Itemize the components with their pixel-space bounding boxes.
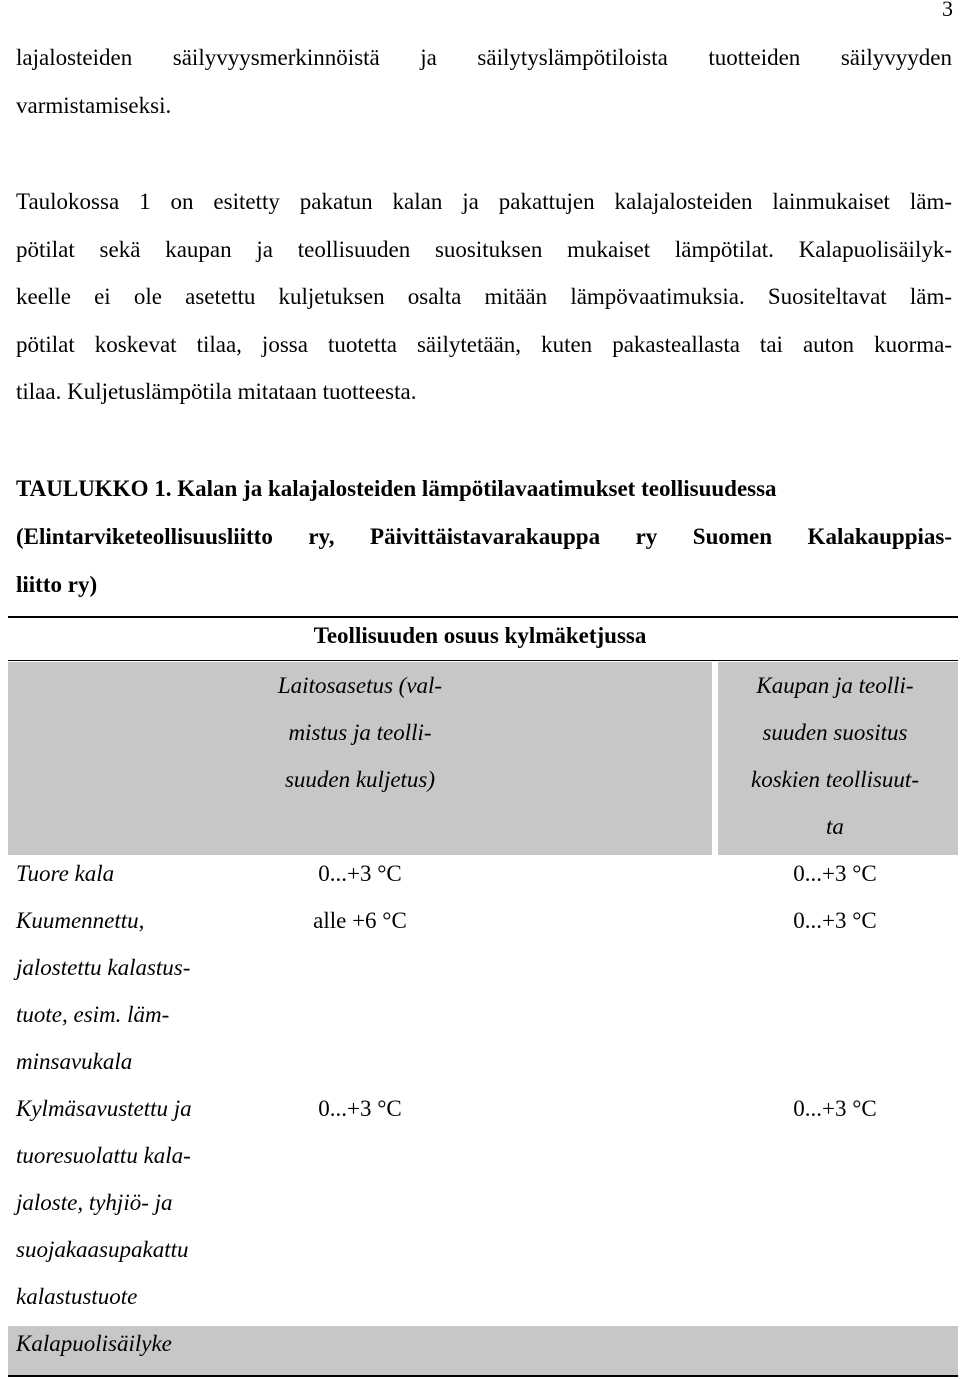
caption-line: liitto ry) (16, 572, 98, 597)
text-line: pötilat koskevat tilaa, jossa tuotetta säilytetään, kuten pakasteallasta tai auton kuorma- (16, 331, 952, 357)
label-line: Tuore kala (16, 861, 115, 886)
label-line: Kalapuolisäilyke (16, 1331, 172, 1356)
group-header-rule (8, 660, 958, 661)
label-line: tuote, esim. läm- (16, 1002, 170, 1027)
row-label (16, 897, 190, 1085)
text-line: pötilat sekä kaupan ja teollisuuden suosituksen mukaiset lämpötilat. Kalapuolisäilyk- (16, 236, 952, 262)
text-line: varmistamiseksi. (16, 92, 172, 118)
label-line: Kylmäsavustettu ja (16, 1096, 192, 1121)
header-line: koskien teollisuut- (751, 767, 919, 792)
label-line: Kuumennettu, (16, 908, 145, 933)
label-line: jalostettu kalastus- (16, 955, 191, 980)
text-line: keelle ei ole asetettu kuljetuksen osalta mitään lämpövaatimuksia. Suositeltavat läm- (16, 284, 952, 309)
row-col2-value: 0...+3 °C (793, 908, 877, 933)
column-gap (712, 662, 718, 855)
table-bottom-rule (8, 1375, 958, 1377)
label-line: minsavukala (16, 1049, 133, 1074)
col1-header (215, 662, 505, 803)
header-line: Laitosasetus (val- (277, 673, 443, 698)
text-line: tilaa. Kuljetuslämpötila mitataan tuotteesta. (16, 379, 417, 404)
header-line: ta (826, 814, 844, 839)
header-line: suuden kuljetus) (284, 767, 436, 792)
caption-line: (Elintarviketeollisuusliitto ry, Päivittäistavarakauppa ry Suomen Kalakauppias- (16, 524, 952, 549)
table-caption (16, 465, 952, 609)
row-label (16, 1085, 192, 1320)
label-line: tuoresuolattu kala- (16, 1143, 191, 1168)
header-line: Kaupan ja teolli- (756, 673, 914, 698)
row-col2-value: 0...+3 °C (793, 1096, 877, 1121)
row-col2-value: 0...+3 °C (793, 861, 877, 886)
caption-line: TAULUKKO 1. Kalan ja kalajalosteiden lämpötilavaatimukset teollisuudessa (16, 476, 777, 501)
group-header: Teollisuuden osuus kylmäketjussa (313, 623, 647, 648)
label-line: kalastustuote (16, 1284, 138, 1309)
header-line: mistus ja teolli- (288, 720, 432, 745)
intro-paragraph (16, 34, 952, 129)
label-line: jaloste, tyhjiö- ja (16, 1190, 173, 1215)
text-line: Taulokossa 1 on esitetty pakatun kalan ja pakattujen kalajalosteiden lainmukaiset läm- (16, 189, 952, 214)
text-line: lajalosteiden säilyvyysmerkinnöistä ja säilytyslämpötiloista tuotteiden säilyvyyden (16, 45, 952, 70)
header-line: suuden suositus (762, 720, 908, 745)
row-col1-value: 0...+3 °C (318, 861, 402, 886)
page-number: 3 (942, 0, 953, 21)
row-col1-value: alle +6 °C (313, 908, 407, 933)
label-line: suojakaasupakattu (16, 1237, 189, 1262)
row-col1-value: 0...+3 °C (318, 1096, 402, 1121)
row-label (16, 1320, 172, 1367)
main-paragraph (16, 178, 952, 416)
row-label (16, 850, 114, 897)
col2-header (720, 662, 950, 850)
